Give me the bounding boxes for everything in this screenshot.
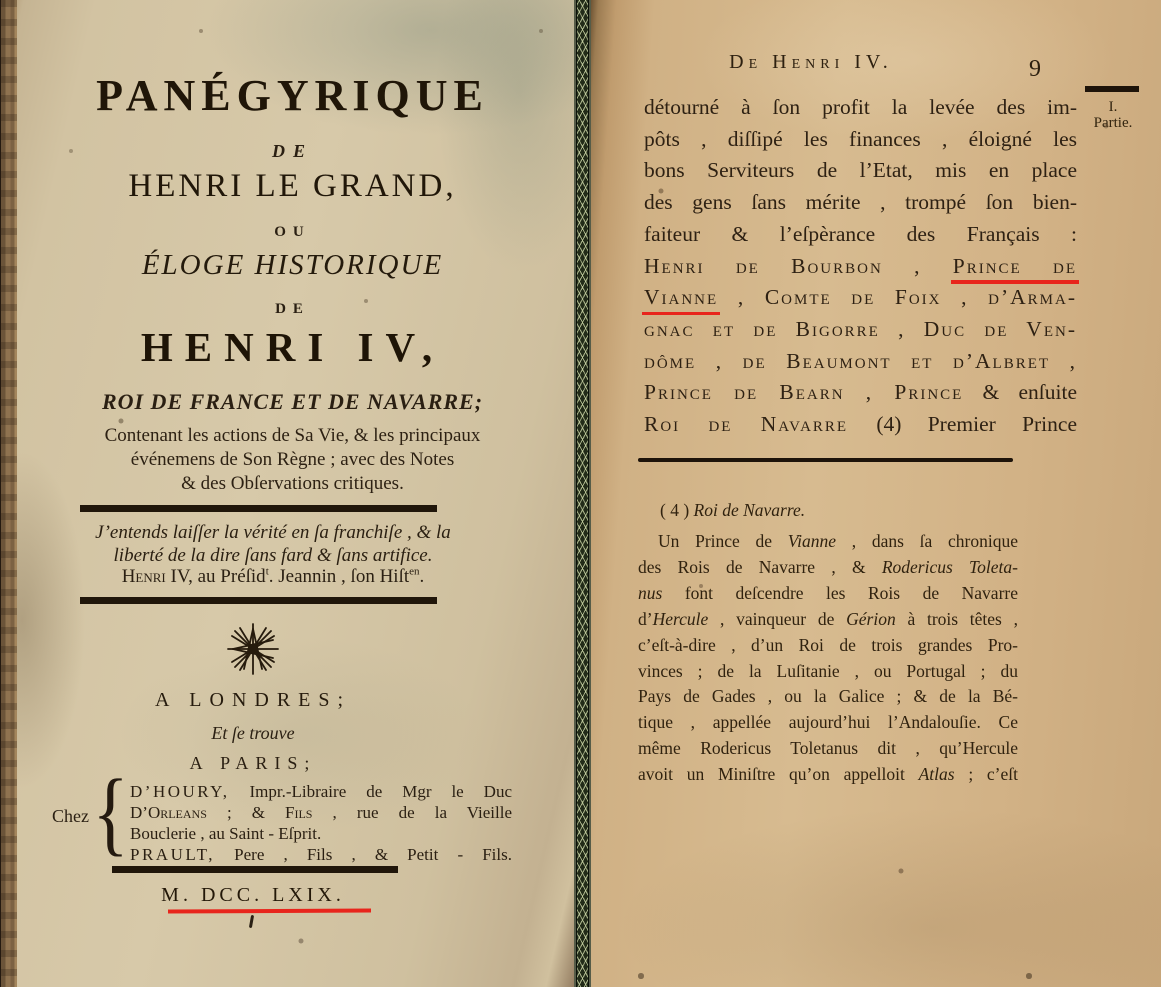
subtitle-line: Contenant les actions de Sa Vie, & les principaux (104, 425, 481, 446)
footnote-line: des Rois de Navarre , & Rodericus Toleta- (638, 556, 1018, 577)
margin-note-line: Partie. (1093, 115, 1133, 131)
epigraph (8, 521, 538, 567)
body-line: faiteur & l’eſpèrance des Français : (644, 221, 1077, 246)
epigraph-line: J’entends laiſſer la vérité en ſa franchiſe , & la (95, 522, 451, 543)
title-line-4: OU (274, 224, 311, 240)
title-line-5: ÉLOGE HISTORIQUE (141, 249, 444, 281)
body-line: Henri de Bourbon , Prince de (644, 253, 1077, 278)
footnote-line: Un Prince de Vianne , dans ſa chronique (658, 531, 1018, 551)
footnote-line: même Rodericus Toletanus dit , qu’Hercule (638, 738, 1018, 759)
brace-glyph: { (92, 761, 129, 865)
right-page (591, 0, 1161, 987)
red-underlined-text: Vianne (644, 285, 719, 310)
body-line: des gens ſans mérite , trompé ſon bien- (644, 190, 1077, 215)
body-text (644, 92, 1077, 441)
title-line-1: PANÉGYRIQUE (96, 71, 489, 120)
title-line-6: DE (275, 301, 310, 317)
footnote-line: Pays de Gades , ou la Galice ; & de la Bé- (638, 686, 1018, 707)
publisher-line: Bouclerie , au Saint - Eſprit. (130, 824, 322, 843)
double-rule-bottom (80, 597, 437, 604)
footnote-line: nus font deſcendre les Rois de Navarre (638, 582, 1018, 603)
footnote-text (638, 529, 1018, 788)
publisher-line: D’HOURY, Impr.-Libraire de Mgr le Duc (130, 782, 512, 801)
subtitle-line: & des Obſervations critiques. (181, 473, 404, 494)
imprint-city-paris: A PARIS; (189, 753, 317, 773)
publisher-line: D’Orleans ; & Fils , rue de la Vieille (130, 803, 512, 822)
double-rule-imprint (112, 866, 398, 873)
paper-specks (0, 0, 2, 2)
epigraph-attribution: Henri IV, au Préſid$^t$. Jeannin , ſon Hiſt$^{en}$. (121, 565, 425, 587)
imprint-chez-label: Chez (52, 806, 89, 826)
book-fore-edge (0, 0, 17, 987)
imprint-date: M. DCC. LXIX. (161, 884, 345, 906)
running-header: De Henri IV. (729, 51, 893, 73)
margin-note-line: I. (1108, 99, 1118, 115)
subtitle-line: événemens de Son Règne ; avec des Notes (130, 449, 455, 470)
left-page (0, 0, 578, 987)
body-line: détourné à ſon profit la levée des im- (644, 95, 1077, 119)
subtitle-block (25, 424, 560, 496)
body-line: Roi de Navarre (4) Premier Prince (644, 412, 1077, 437)
publishers-block (130, 781, 512, 865)
footnote-line: vinces ; de la Luſitanie , ou Portugal ; du (638, 660, 1018, 681)
epigraph-line: liberté de la dire ſans fard & ſans artifice. (113, 545, 433, 566)
body-line: dôme , de Beaumont et d’Albret , (644, 348, 1077, 373)
footnote-line: avoit un Miniſtre qu’on appelloit Atlas ; c’eſt (638, 764, 1018, 785)
body-line: Prince de Bearn , Prince & enſuite (644, 380, 1077, 405)
body-line: Vianne , Comte de Foix , d’Arma- (644, 285, 1077, 310)
footnote-line: d’Hercule , vainqueur de Gérion à trois têtes , (638, 608, 1018, 629)
body-line: pôts , diſſipé les finances , éloigné les (644, 126, 1077, 151)
title-line-8: ROI DE FRANCE ET DE NAVARRE; (101, 389, 484, 414)
footnote-line: tique , appellée aujourd’hui l’Andalouſie. Ce (638, 712, 1018, 733)
margin-double-rule (1085, 86, 1139, 92)
ink-mark (249, 915, 254, 928)
gutter-ribbon (574, 0, 591, 987)
double-rule-top (80, 505, 437, 512)
publisher-line: PRAULT, Pere , Fils , & Petit - Fils. (130, 845, 512, 864)
red-annotation-underline-date (168, 908, 371, 913)
footnote-separator-rule (638, 458, 1013, 462)
footnote-heading: ( 4 ) Roi de Navarre. (660, 500, 806, 520)
imprint-city-londres: A LONDRES; (154, 689, 352, 711)
body-line: gnac et de Bigorre , Duc de Ven- (644, 316, 1077, 341)
body-line: bons Serviteurs de l’Etat, mis en place (644, 158, 1077, 183)
title-line-7: HENRI IV, (140, 324, 445, 370)
page-number: 9 (1029, 56, 1041, 82)
footnote-line: c’eſt-à-dire , d’un Roi de trois grandes Pro- (638, 634, 1018, 655)
imprint-note: Et ſe trouve (211, 723, 295, 743)
printer-ornament-icon (0, 620, 506, 683)
title-line-3: HENRI LE GRAND, (128, 168, 457, 204)
title-line-2: DE (271, 141, 313, 161)
margin-note (1083, 99, 1143, 131)
red-underlined-text: Prince de (952, 253, 1077, 278)
